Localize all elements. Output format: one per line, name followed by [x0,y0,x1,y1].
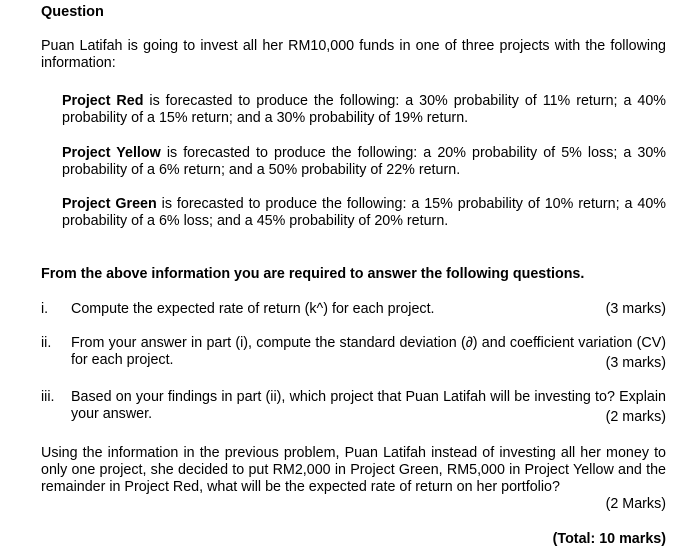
portfolio-marks: (2 Marks) [605,496,666,512]
portfolio-question: Using the information in the previous problem, Puan Latifah instead of investing all her money to only one project, she decided to put RM2,000 in Project Green, RM5,000 in Project Yellow and the remainder in Project Red, what will be the expected rate of return on her portfolio? [41,445,666,495]
project-green-description: is forecasted to produce the following: a 15% probability of 10% return; a 40% probability of a 6% loss; and a 45% probability of 20% return. [62,196,666,229]
question-heading: Question [41,4,104,20]
question-text: Compute the expected rate of return (k^) for each project. [71,301,435,317]
project-yellow-description: is forecasted to produce the following: a 20% probability of 5% loss; a 30% probability of a 6% return; and a 50% probability of 22% return. [62,145,666,178]
intro-paragraph: Puan Latifah is going to invest all her RM10,000 funds in one of three projects with the following information: [41,38,666,71]
question-number: ii. [41,335,52,351]
project-yellow-name: Project Yellow [62,145,161,161]
question-number: iii. [41,389,55,405]
question-number: i. [41,301,49,317]
project-green-name: Project Green [62,196,157,212]
project-yellow-paragraph [62,145,666,179]
question-marks: (3 marks) [605,301,666,317]
project-red-name: Project Red [62,93,144,109]
project-red-paragraph [62,93,666,127]
project-green-paragraph [62,196,666,230]
question-text: Based on your findings in part (ii), which project that Puan Latifah will be investing to? Explain your answer. [71,389,666,422]
question-marks: (2 marks) [605,409,666,425]
instruction-heading: From the above information you are required to answer the following questions. [41,266,585,282]
question-marks: (3 marks) [605,355,666,371]
question-text: From your answer in part (i), compute the standard deviation (∂) and coefficient variation (CV) for each project. [71,335,666,368]
project-red-description: is forecasted to produce the following: a 30% probability of 11% return; a 40% probability of a 15% return; and a 30% probability of 19% return. [62,93,667,126]
total-marks: (Total: 10 marks) [552,531,666,547]
